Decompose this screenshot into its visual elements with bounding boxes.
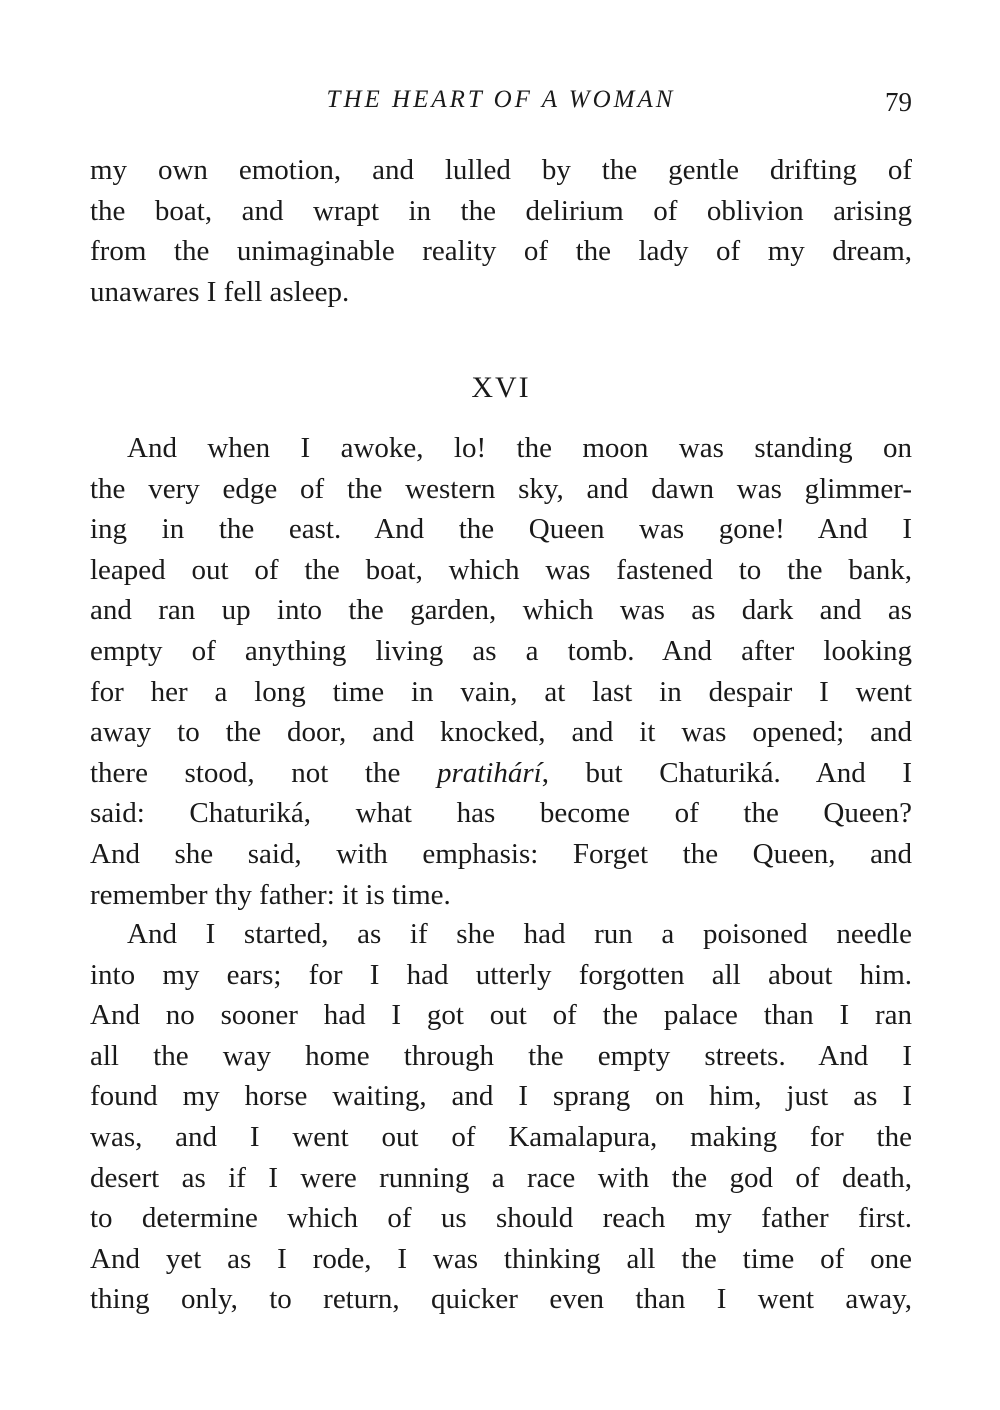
text-line: from the unimaginable reality of the lady of my dream, xyxy=(90,235,912,268)
text-line: leaped out of the boat, which was fastened to the bank, xyxy=(90,553,912,586)
text-line: ing in the east. And the Queen was gone! And I xyxy=(90,513,912,546)
text-line: found my horse waiting, and I sprang on him, just as I xyxy=(90,1080,912,1113)
text-line: was, and I went out of Kamalapura, making for the xyxy=(90,1120,912,1153)
text-line: remember thy father: it is time. xyxy=(90,878,451,911)
text-line: away to the door, and knocked, and it was opened; and xyxy=(90,716,912,749)
running-title: THE HEART OF A WOMAN xyxy=(326,86,676,113)
text-line: all the way home through the empty streets. And I xyxy=(90,1039,912,1072)
text-line: and ran up into the garden, which was as dark and as xyxy=(90,594,912,627)
text-line: the very edge of the western sky, and dawn was glimmer- xyxy=(90,472,912,505)
paragraph xyxy=(90,428,912,915)
text-line: thing only, to return, quicker even than I went away, xyxy=(90,1283,912,1316)
text-segment: , but Chaturiká. And I xyxy=(541,756,912,789)
text-line: unawares I fell asleep. xyxy=(90,275,350,308)
text-line: And when I awoke, lo! the moon was standing on xyxy=(127,432,912,464)
text-segment: there stood, not the xyxy=(90,756,437,789)
chapter-heading: XVI xyxy=(471,371,531,404)
text-line: my own emotion, and lulled by the gentle drifting of xyxy=(90,154,912,186)
text-line: desert as if I were running a race with the god of death, xyxy=(90,1161,912,1194)
paragraph-continuation xyxy=(90,150,912,312)
text-line: said: Chaturiká, what has become of the Queen? xyxy=(90,797,912,830)
text-line: empty of anything living as a tomb. And after looking xyxy=(90,634,912,667)
text-line: And yet as I rode, I was thinking all the time of one xyxy=(90,1242,912,1275)
text-line: And no sooner had I got out of the palace than I ran xyxy=(90,999,912,1032)
paragraph xyxy=(90,914,912,1320)
text-line: to determine which of us should reach my father first. xyxy=(90,1202,912,1235)
text-line: And I started, as if she had run a poisoned needle xyxy=(127,918,912,950)
page-number: 79 xyxy=(885,87,912,117)
text-line-with-italic xyxy=(90,753,912,794)
text-line: into my ears; for I had utterly forgotten all about him. xyxy=(90,958,912,991)
italic-term: pratihárí xyxy=(436,756,542,789)
text-line: the boat, and wrapt in the delirium of oblivion arising xyxy=(90,194,912,227)
running-head xyxy=(90,80,912,120)
text-line: for her a long time in vain, at last in despair I went xyxy=(90,675,912,708)
text-line: And she said, with emphasis: Forget the Queen, and xyxy=(90,837,912,870)
